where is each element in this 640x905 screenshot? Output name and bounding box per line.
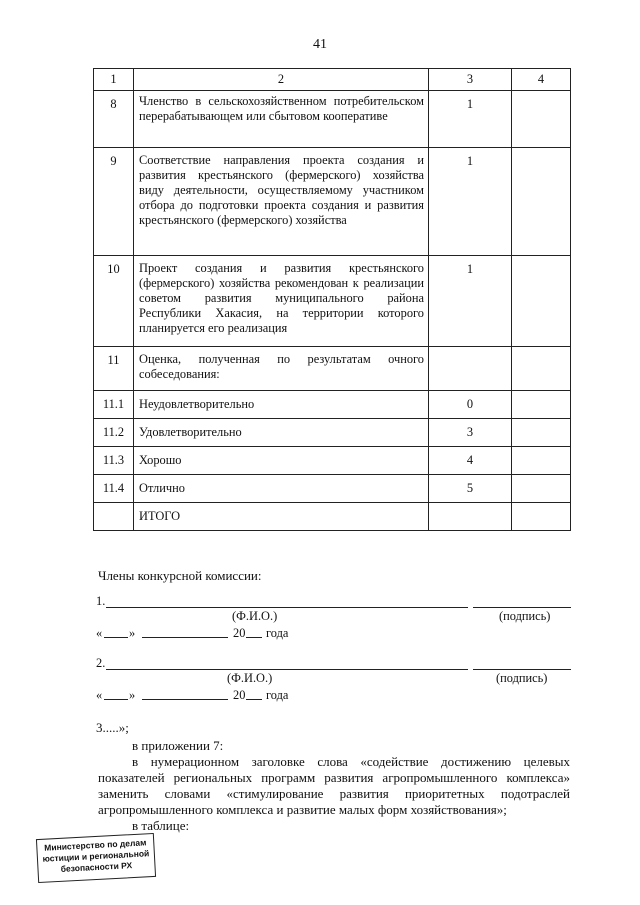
signature-line [473, 659, 571, 670]
row-score: 4 [429, 447, 512, 475]
signature-line [473, 597, 571, 608]
members-heading: Члены конкурсной комиссии: [98, 568, 262, 583]
row-criterion: Удовлетворительно [134, 419, 429, 447]
signature-label: (подпись) [496, 671, 548, 685]
signature-index: 1. [96, 594, 106, 608]
row-number: 11.4 [94, 475, 134, 503]
table-row [94, 419, 571, 447]
row-score: 3 [429, 419, 512, 447]
row-number: 8 [94, 91, 134, 148]
fio-label: (Ф.И.О.) [232, 609, 278, 623]
row-number: 10 [94, 256, 134, 347]
table-row [94, 475, 571, 503]
table-total-row [94, 503, 571, 531]
day-line [104, 625, 128, 638]
row-points [512, 256, 571, 347]
date-open-quote: « [96, 626, 103, 640]
day-line [104, 687, 128, 700]
year-prefix: 20 [233, 688, 246, 702]
date-close-quote: » [129, 688, 136, 702]
year-line [246, 625, 262, 638]
year-suffix: года [266, 626, 289, 640]
row-points [512, 419, 571, 447]
row-criterion: Неудовлетворительно [134, 391, 429, 419]
row-number: 9 [94, 148, 134, 256]
row-criterion: Хорошо [134, 447, 429, 475]
row-score: 5 [429, 475, 512, 503]
month-line [142, 687, 228, 700]
table-row [94, 347, 571, 391]
closing-line: 3.....»; [96, 720, 129, 735]
header-col-2: 2 [134, 69, 429, 91]
row-score [429, 347, 512, 391]
row-score [429, 503, 512, 531]
date-close-quote: » [129, 626, 136, 640]
page-number: 41 [313, 37, 327, 52]
paragraph-replacement: в нумерационном заголовке слова «содействие достижению целевых показателей региональных программ развития агропромышленного комплекса» заменить словами «стимулирование развития приоритетных подотраслей агропромышленного комплекса и развитие малых форм хозяйствования»; [98, 754, 570, 817]
table-row [94, 91, 571, 148]
stamp-line: Министерство по делам [43, 837, 147, 853]
header-col-1: 1 [94, 69, 134, 91]
fio-line [106, 597, 468, 608]
row-criterion: Соответствие направления проекта создания и развития крестьянского (фермерского) хозяйства виду деятельности, осуществляемому участником отбора до подготовки проекта создания и развития крестьянского (фермерского) хозяйства [134, 148, 429, 256]
year-prefix: 20 [233, 626, 246, 640]
row-number: 11.1 [94, 391, 134, 419]
paragraph-appendix: в приложении 7: [132, 738, 224, 753]
row-criterion: Оценка, полученная по результатам очного собеседования: [134, 347, 429, 391]
month-line [142, 625, 228, 638]
year-line [246, 687, 262, 700]
header-col-4: 4 [512, 69, 571, 91]
table-row [94, 447, 571, 475]
table-row [94, 391, 571, 419]
row-score: 1 [429, 256, 512, 347]
row-number: 11.3 [94, 447, 134, 475]
row-criterion: Проект создания и развития крестьянского (фермерского) хозяйства рекомендован к реализации советом развития муниципального района Республики Хакасия, на территории которого планируется его реализация [134, 256, 429, 347]
table-header-row [94, 69, 571, 91]
row-number [94, 503, 134, 531]
total-label: ИТОГО [134, 503, 429, 531]
ministry-stamp [36, 833, 156, 883]
row-score: 1 [429, 91, 512, 148]
signature-label: (подпись) [499, 609, 551, 623]
row-points [512, 391, 571, 419]
scoring-table [93, 68, 571, 531]
paragraph-table: в таблице: [132, 818, 190, 833]
row-points [512, 91, 571, 148]
row-criterion: Отлично [134, 475, 429, 503]
date-open-quote: « [96, 688, 103, 702]
row-score: 0 [429, 391, 512, 419]
header-col-3: 3 [429, 69, 512, 91]
fio-label: (Ф.И.О.) [227, 671, 273, 685]
row-points [512, 347, 571, 391]
row-score: 1 [429, 148, 512, 256]
table-row [94, 148, 571, 256]
row-points [512, 148, 571, 256]
row-criterion: Членство в сельскохозяйственном потребительском перерабатывающем или сбытовом кооперативе [134, 91, 429, 148]
row-number: 11.2 [94, 419, 134, 447]
row-points [512, 475, 571, 503]
stamp-line: безопасности РХ [60, 860, 133, 874]
stamp-line: юстиции и региональной [42, 848, 150, 864]
table-row [94, 256, 571, 347]
signature-index: 2. [96, 656, 106, 670]
row-points [512, 447, 571, 475]
year-suffix: года [266, 688, 289, 702]
row-points [512, 503, 571, 531]
fio-line [106, 659, 468, 670]
row-number: 11 [94, 347, 134, 391]
